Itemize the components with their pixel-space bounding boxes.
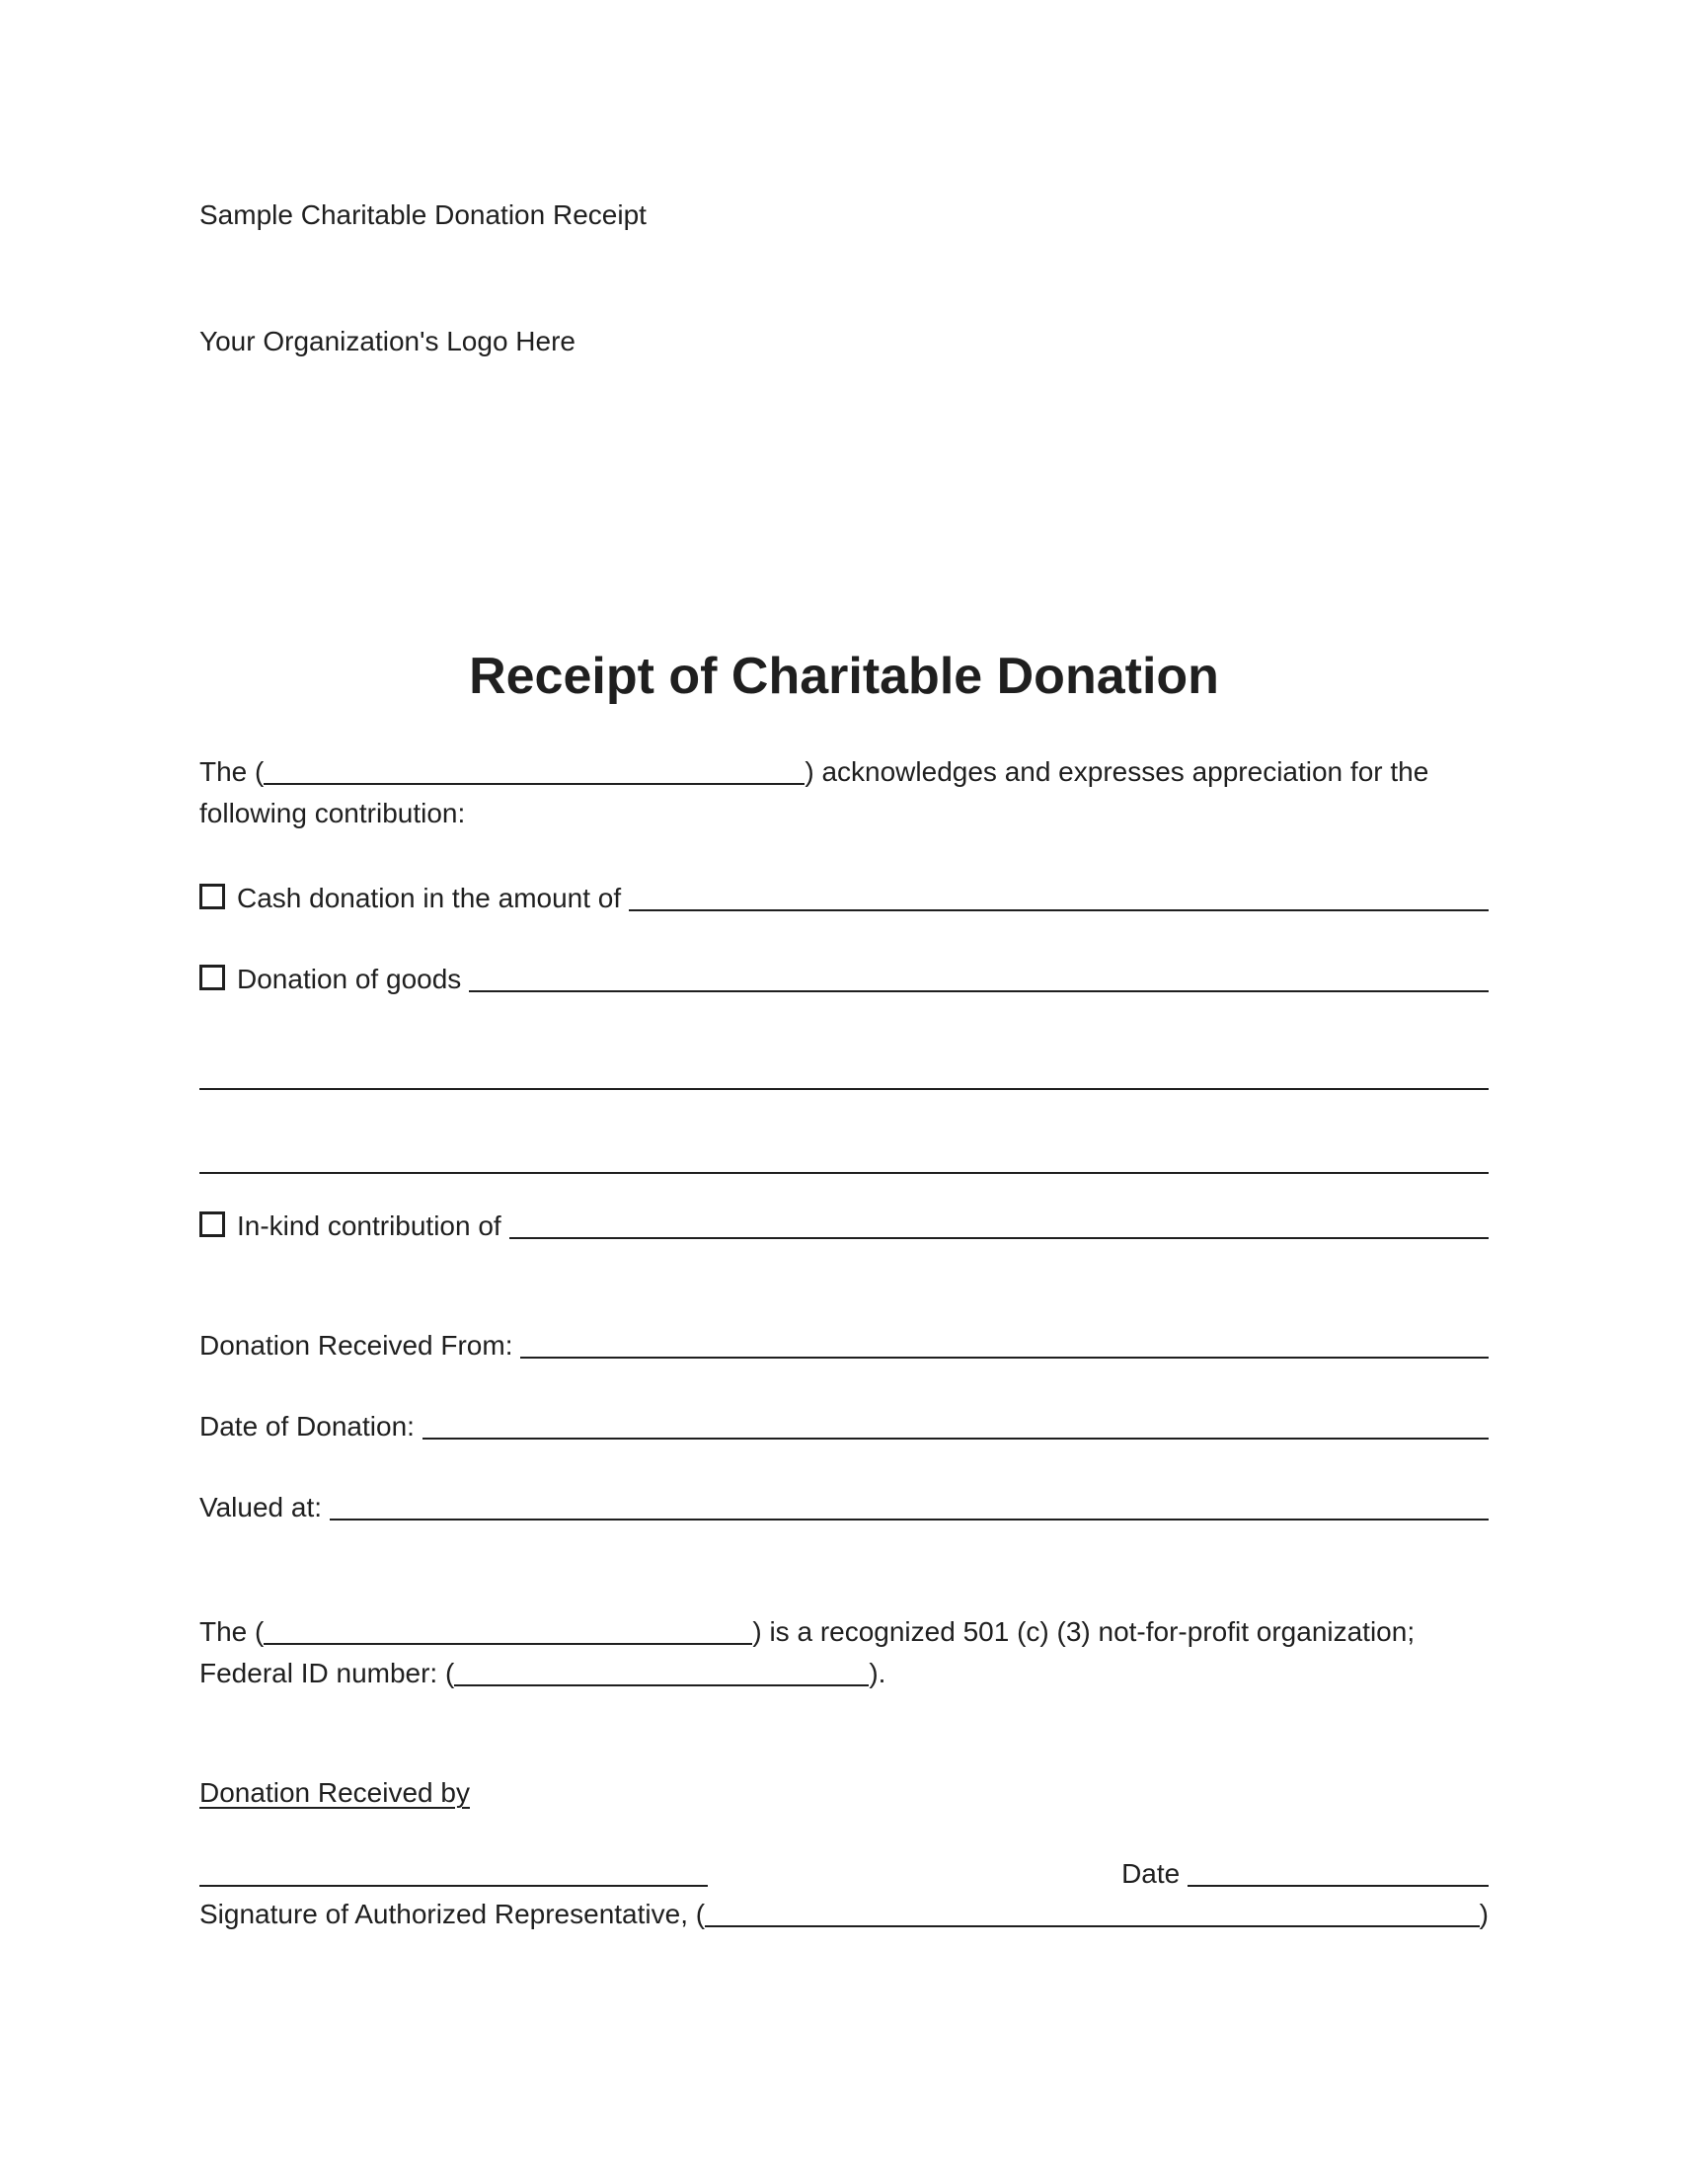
cash-amount-blank[interactable] bbox=[629, 909, 1489, 911]
received-from-label: Donation Received From: bbox=[199, 1330, 521, 1361]
sample-note: Sample Charitable Donation Receipt bbox=[199, 199, 647, 230]
valued-at-row bbox=[199, 1490, 1489, 1525]
legal-org-name-blank[interactable] bbox=[264, 1643, 752, 1645]
signature-date-row bbox=[199, 1856, 1489, 1892]
inkind-donation-row bbox=[199, 1209, 1489, 1244]
goods-extra-blank-1[interactable] bbox=[199, 1088, 1489, 1090]
donation-date-label: Date of Donation: bbox=[199, 1411, 422, 1442]
page-title: Receipt of Charitable Donation bbox=[469, 648, 1219, 705]
goods-extra-line-2 bbox=[199, 1143, 1489, 1179]
cash-donation-label: Cash donation in the amount of bbox=[237, 883, 629, 913]
signature-caption-lead: Signature of Authorized Representative, ( bbox=[199, 1899, 706, 1929]
intro-line-1 bbox=[199, 754, 1489, 790]
legal-lead: The ( bbox=[199, 1616, 265, 1647]
legal-line-1 bbox=[199, 1614, 1489, 1650]
inkind-description-blank[interactable] bbox=[509, 1237, 1490, 1239]
goods-donation-row bbox=[199, 962, 1489, 997]
intro-after-blank: ) acknowledges and expresses appreciation for the bbox=[805, 756, 1429, 787]
intro-continuation: following contribution: bbox=[199, 798, 466, 828]
received-from-row bbox=[199, 1328, 1489, 1364]
goods-donation-label: Donation of goods bbox=[237, 964, 470, 994]
goods-extra-line-1 bbox=[199, 1059, 1489, 1095]
federal-id-blank[interactable] bbox=[454, 1684, 869, 1686]
org-name-blank[interactable] bbox=[264, 783, 805, 785]
sample-note-line bbox=[199, 197, 1489, 233]
valued-at-label: Valued at: bbox=[199, 1492, 330, 1522]
logo-placeholder-line bbox=[199, 324, 1489, 359]
intro-lead: The ( bbox=[199, 756, 265, 787]
valued-at-blank[interactable] bbox=[330, 1519, 1489, 1521]
intro-line-2 bbox=[199, 796, 1489, 831]
inkind-donation-label: In-kind contribution of bbox=[237, 1210, 509, 1241]
signature-caption-blank[interactable] bbox=[705, 1925, 1480, 1927]
goods-description-blank[interactable] bbox=[469, 990, 1489, 992]
signature-section-heading-line bbox=[199, 1775, 1489, 1811]
logo-placeholder-text: Your Organization's Logo Here bbox=[199, 326, 575, 356]
cash-donation-row bbox=[199, 881, 1489, 916]
inkind-donation-checkbox[interactable] bbox=[199, 1211, 225, 1237]
goods-extra-blank-2[interactable] bbox=[199, 1172, 1489, 1174]
legal-line-2 bbox=[199, 1656, 1489, 1691]
federal-id-label: Federal ID number: ( bbox=[199, 1658, 455, 1688]
received-from-blank[interactable] bbox=[520, 1357, 1489, 1359]
date-blank[interactable] bbox=[1188, 1885, 1489, 1887]
signature-section-heading: Donation Received by bbox=[199, 1777, 470, 1808]
cash-donation-checkbox[interactable] bbox=[199, 884, 225, 909]
legal-after-blank: ) is a recognized 501 (c) (3) not-for-profit organization; bbox=[752, 1616, 1416, 1647]
donation-date-blank[interactable] bbox=[422, 1438, 1489, 1440]
donation-date-row bbox=[199, 1409, 1489, 1444]
signature-blank[interactable] bbox=[199, 1885, 708, 1887]
signature-caption-close: ) bbox=[1479, 1899, 1489, 1929]
goods-donation-checkbox[interactable] bbox=[199, 965, 225, 990]
date-label: Date bbox=[1121, 1858, 1188, 1889]
signature-caption-row bbox=[199, 1897, 1489, 1932]
federal-id-close: ). bbox=[869, 1658, 886, 1688]
